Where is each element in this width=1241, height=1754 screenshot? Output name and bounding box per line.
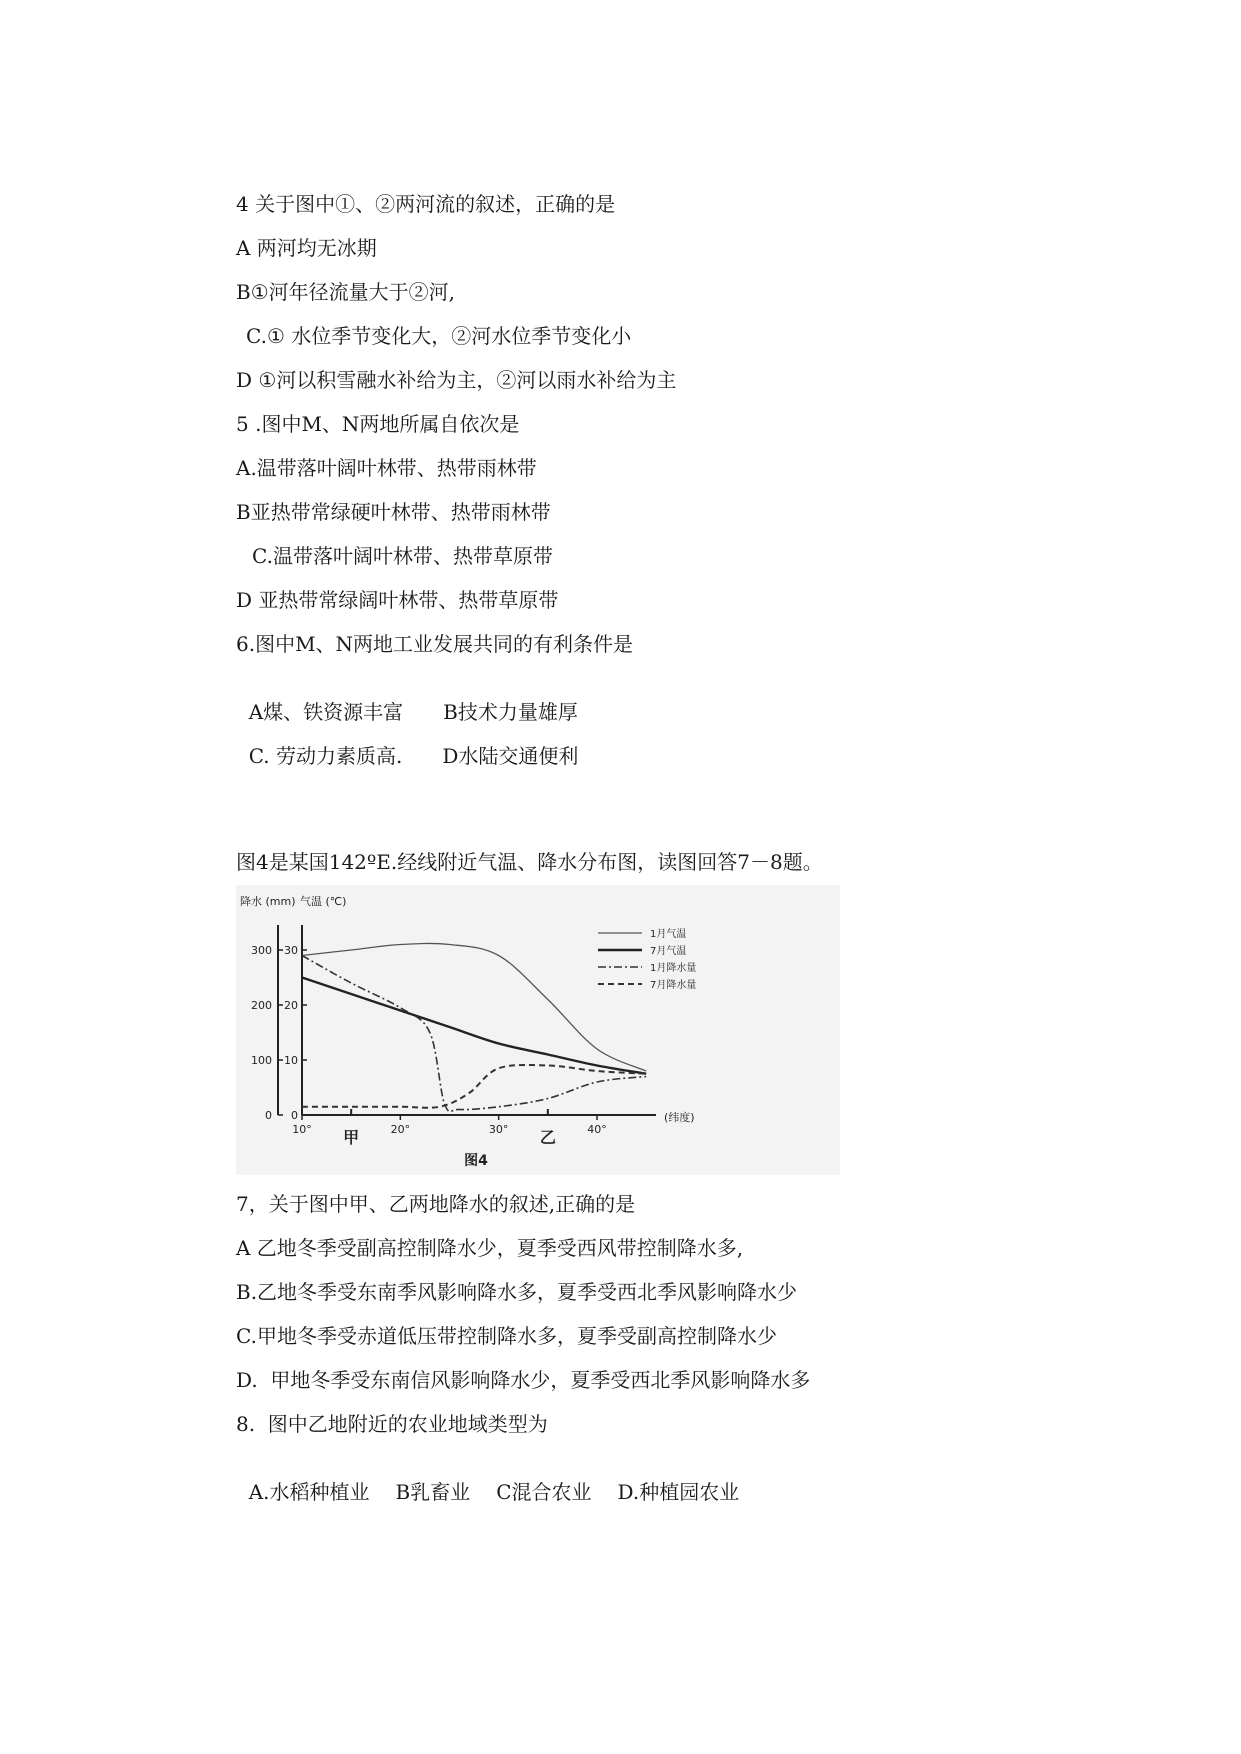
q4-option-b: B①河年径流量大于②河, — [236, 280, 455, 304]
q8-options — [236, 1456, 739, 1504]
temperature-tick-label: 0 — [291, 1109, 298, 1122]
legend-label: 1月降水量 — [650, 963, 697, 974]
q4-option-c: C.① 水位季节变化大，②河水位季节变化小 — [246, 324, 632, 348]
series-line-2 — [302, 978, 646, 1074]
place-label: 甲 — [343, 1128, 360, 1147]
x-tick-label: 20° — [390, 1123, 411, 1136]
temperature-tick-label: 30 — [284, 944, 298, 957]
legend-label: 7月降水量 — [650, 980, 697, 991]
q8-option-a: A.水稻种植业 — [248, 1480, 370, 1504]
q5-stem: 5 .图中M、N两地所属自依次是 — [236, 412, 520, 436]
q6-options-cd — [236, 720, 578, 768]
figure-caption: 图4 — [464, 1153, 488, 1169]
series-line-3 — [302, 956, 646, 1112]
q6-option-c: C. 劳动力素质高. — [248, 744, 403, 768]
temperature-tick-label: 20 — [284, 999, 298, 1012]
q7-option-b: B.乙地冬季受东南季风影响降水多，夏季受西北季风影响降水少 — [236, 1280, 798, 1304]
q6-options-ab — [236, 676, 578, 724]
q5-option-a: A.温带落叶阔叶林带、热带雨林带 — [236, 456, 537, 480]
q4-option-a: A 两河均无冰期 — [236, 236, 377, 260]
q4-stem: 4 关于图中①、②两河流的叙述，正确的是 — [236, 192, 616, 216]
precipitation-tick-label: 300 — [251, 944, 272, 957]
precipitation-tick-label: 100 — [251, 1054, 272, 1067]
q7-option-c: C.甲地冬季受赤道低压带控制降水多，夏季受副高控制降水少 — [236, 1324, 777, 1348]
place-label: 乙 — [539, 1128, 556, 1147]
q7-option-d: D. 甲地冬季受东南信风影响降水少，夏季受西北季风影响降水多 — [236, 1368, 811, 1392]
figure-4-chart — [236, 885, 840, 1175]
precipitation-tick-label: 200 — [251, 999, 272, 1012]
figure-intro: 图4是某国142ºE.经线附近气温、降水分布图，读图回答7－8题。 — [236, 850, 823, 874]
legend-label: 7月气温 — [650, 946, 687, 957]
x-axis-label: (纬度) — [664, 1111, 695, 1124]
x-tick-label: 30° — [488, 1123, 509, 1136]
temperature-tick-label: 10 — [284, 1054, 298, 1067]
q8-option-d: D.种植园农业 — [617, 1480, 740, 1504]
y-left-axis-label: 降水 (mm) — [240, 895, 296, 908]
q6-option-a: A煤、铁资源丰富 — [248, 700, 404, 724]
x-tick-label: 10° — [292, 1123, 312, 1136]
q5-option-b: B亚热带常绿硬叶林带、热带雨林带 — [236, 500, 551, 524]
legend-label: 1月气温 — [650, 929, 687, 940]
climate-chart-svg — [236, 885, 840, 1175]
q5-option-d: D 亚热带常绿阔叶林带、热带草原带 — [236, 588, 559, 612]
q5-option-c: C.温带落叶阔叶林带、热带草原带 — [252, 544, 553, 568]
q6-stem: 6.图中M、N两地工业发展共同的有利条件是 — [236, 632, 634, 656]
q4-option-d: D ①河以积雪融水补给为主，②河以雨水补给为主 — [236, 368, 677, 392]
series-line-1 — [302, 943, 646, 1071]
q8-option-b: B乳畜业 — [395, 1480, 471, 1504]
series-line-4 — [302, 1065, 646, 1108]
x-tick-label: 40° — [587, 1123, 607, 1136]
q7-option-a: A 乙地冬季受副高控制降水少，夏季受西风带控制降水多, — [236, 1236, 744, 1260]
q6-option-b: B技术力量雄厚 — [443, 700, 578, 724]
precipitation-tick-label: 0 — [265, 1109, 272, 1122]
q8-option-c: C混合农业 — [496, 1480, 592, 1504]
q6-option-d: D水陆交通便利 — [442, 744, 579, 768]
q8-stem: 8. 图中乙地附近的农业地域类型为 — [236, 1412, 548, 1436]
y-right-axis-label: 气温 (℃) — [300, 895, 347, 908]
q7-stem: 7，关于图中甲、乙两地降水的叙述,正确的是 — [236, 1192, 636, 1216]
